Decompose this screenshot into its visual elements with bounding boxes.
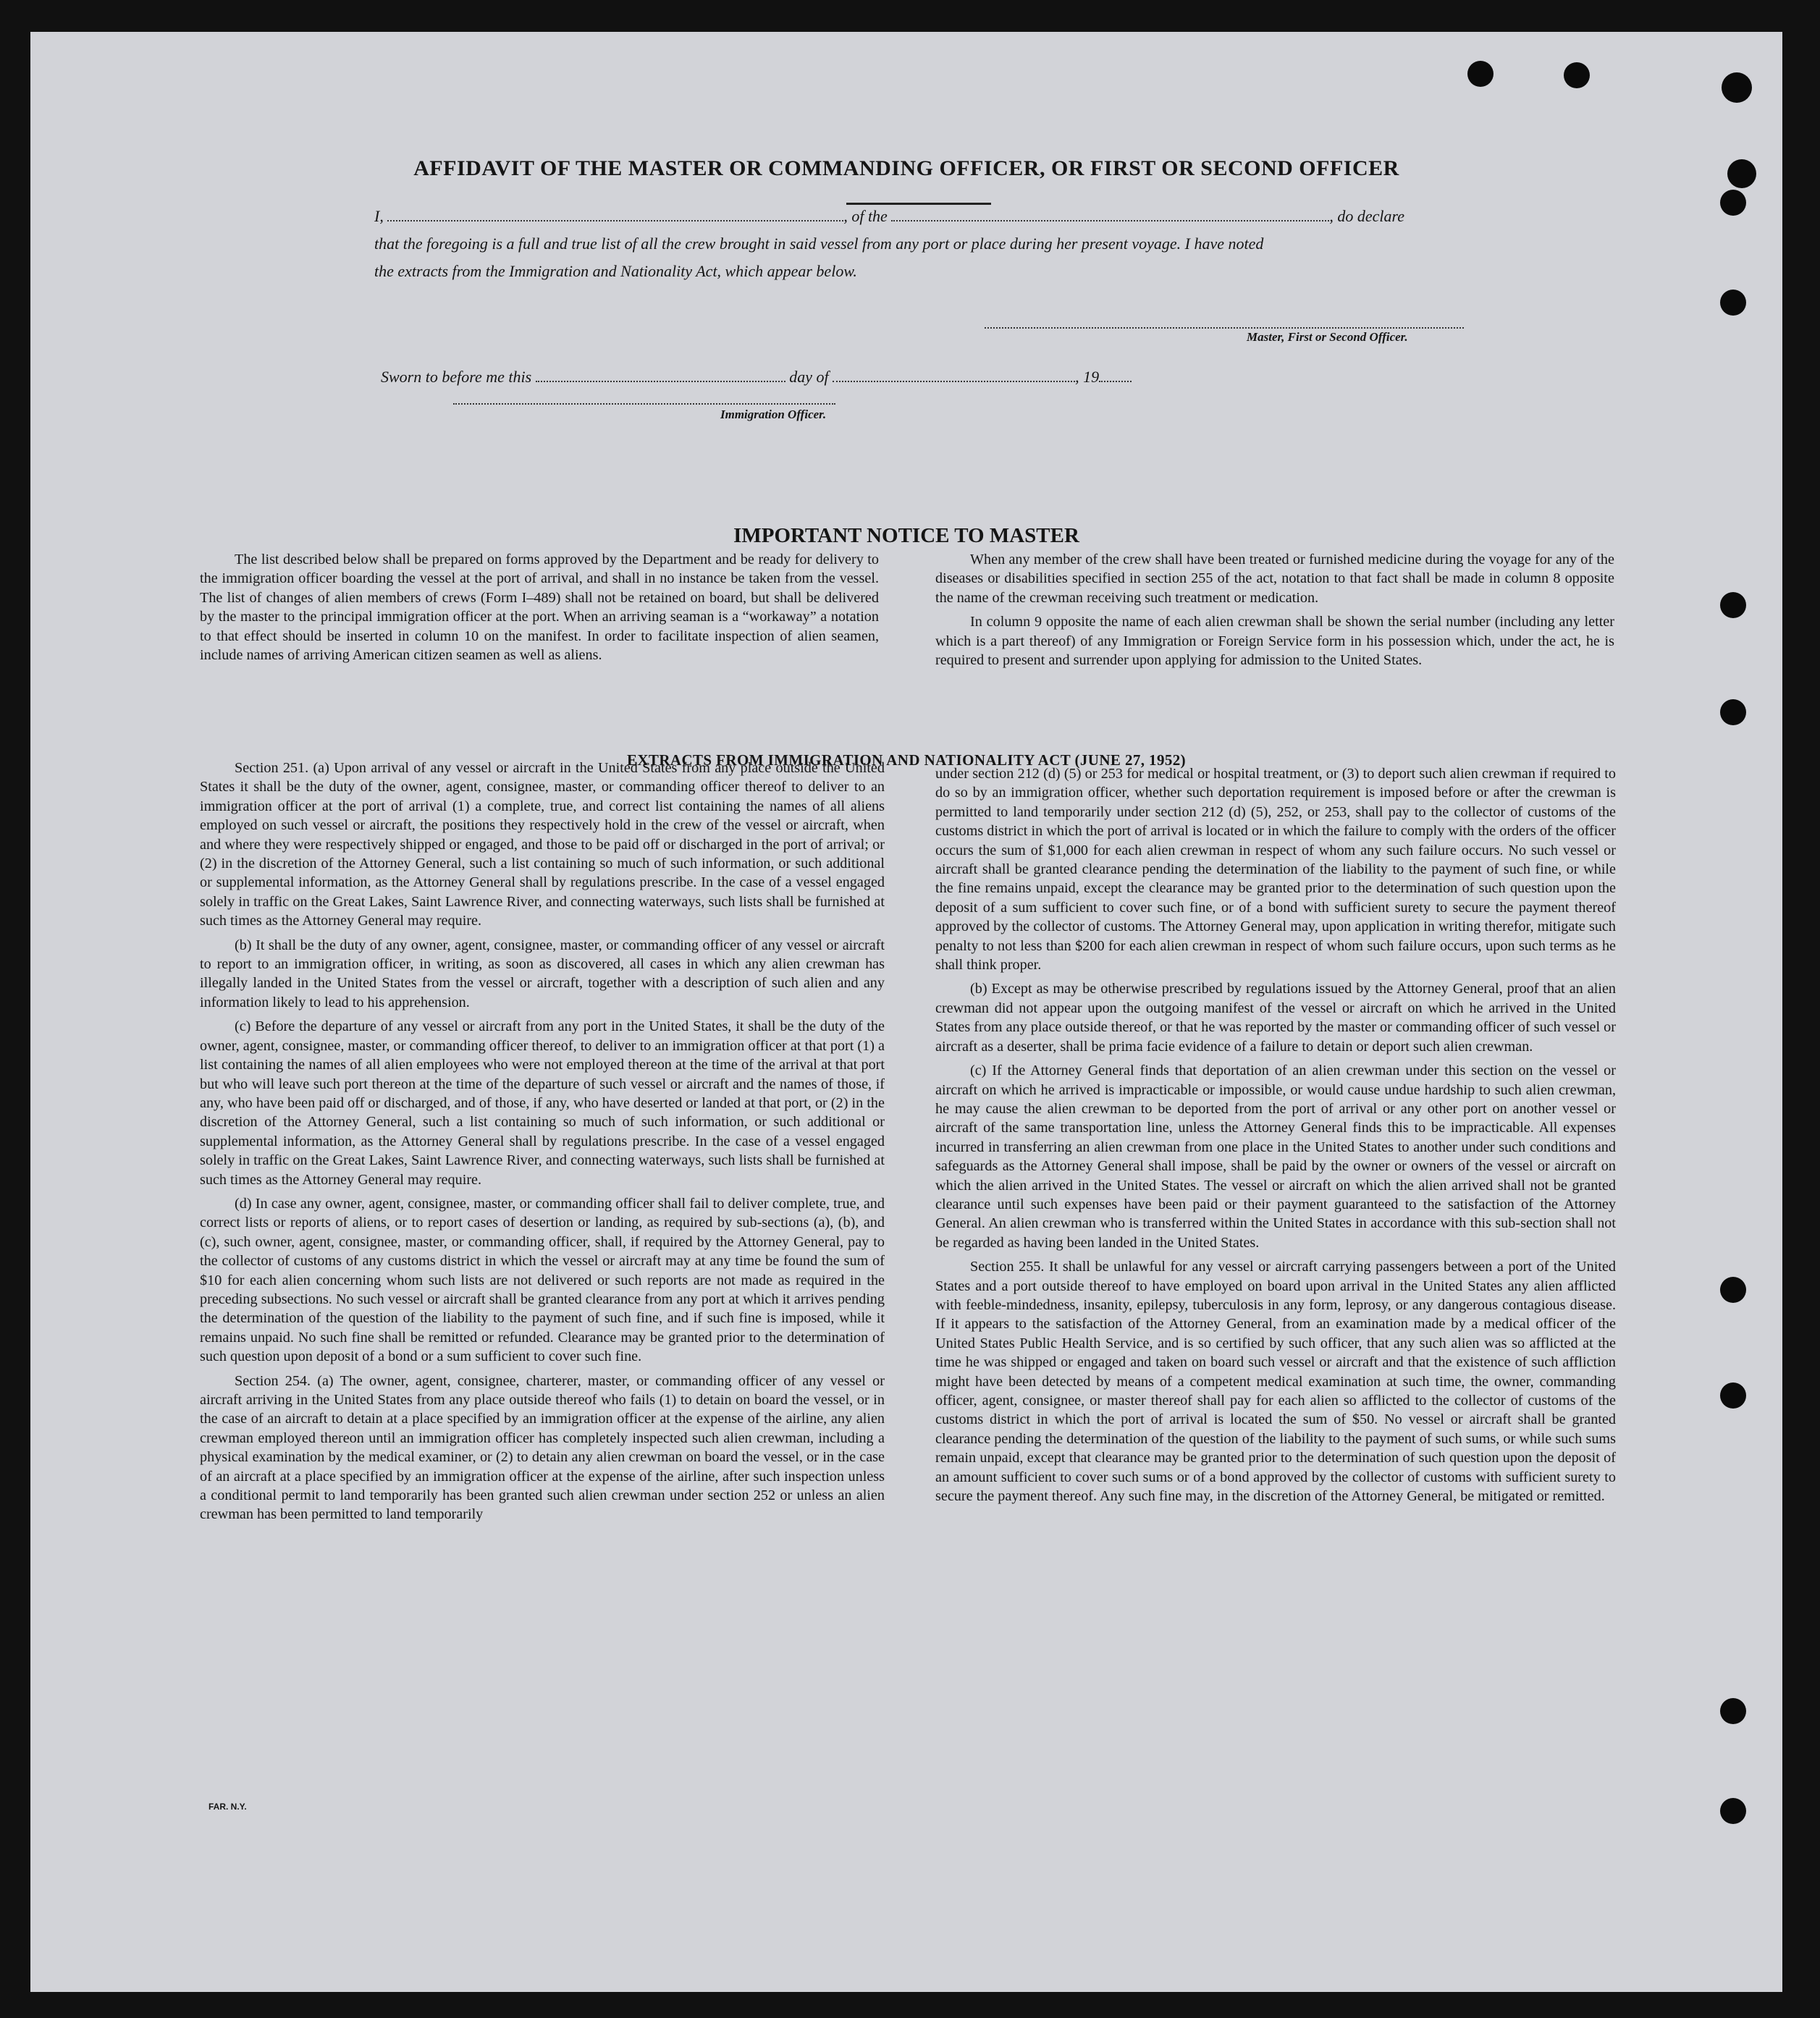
- section-254-c: (c) If the Attorney General finds that deportation of an alien crewman under this section on the vessel or aircraft on which he arrived is impracticable or impossible, or would cause undue hardship to such alien crewman, he may cause the alien crewman to be deported from the port of arrival or any other port on another vessel or aircraft of the same transportation line, unless the Attorney General finds this to be impracticable. All expenses incurred in transferring an alien crewman from one place in the United States to another under such conditions and safeguards as the Attorney General shall impose, shall be paid by the owner or owners of the vessel or aircraft on which the alien arrived in the United States. The vessel or aircraft on which the alien arrived shall not be granted clearance until such expenses have been paid or their payment guaranteed to the satisfaction of the Attorney General. An alien crewman who is transferred within the United States in accordance with this sub-section shall not be regarded as having been landed in the United States.: [935, 1063, 1616, 1251]
- notice-right-paragraph-1: When any member of the crew shall have been treated or furnished medicine during the voyage for any of the diseases or disabilities specified in section 255 of the act, notation to that fact shall be made in column 8 opposite the name of the crewman receiving such treatment or medication.: [935, 552, 1614, 606]
- binder-hole: [1720, 1698, 1746, 1724]
- notice-left-column: [200, 550, 879, 670]
- extracts-title: EXTRACTS FROM IMMIGRATION AND NATIONALITY ACT (JUNE 27, 1952): [626, 751, 1187, 769]
- declaration-line-3: the extracts from the Immigration and Nationality Act, which appear below.: [374, 262, 857, 280]
- section-251-b: (b) It shall be the duty of any owner, agent, consignee, master, or commanding officer of any vessel or aircraft to report to an immigration officer, in writing, as soon as discovered, all cases in which any alien crewman has illegally landed in the United States from the vessel or aircraft, together with a description of such alien and any information likely to lead to his apprehension.: [200, 937, 885, 1010]
- officer-caption: Immigration Officer.: [720, 408, 827, 421]
- extracts-right-column: [935, 764, 1616, 1511]
- declaration-line-1: I, , of the , do declare: [374, 207, 1404, 225]
- binder-hole: [1722, 72, 1752, 103]
- declaration-line-2: that the foregoing is a full and true list of all the crew brought in said vessel from any port or place during her present voyage. I have noted: [374, 235, 1264, 253]
- binder-hole: [1720, 1382, 1746, 1409]
- section-254-a-continued: under section 212 (d) (5) or 253 for medical or hospital treatment, or (3) to deport such alien crewman if required to do so by an immigration officer, whether such deportation requirement is imposed before or after the crewman is permitted to land temporarily under section 212 (d) (5), 252, or 253, shall pay to the collector of customs of the customs district in which the port of arrival is located or in which the failure to comply with the orders of the officer occurs the sum of $1,000 for each alien crewman in respect of whom any such failure occurs. No such vessel or aircraft shall be granted clearance pending the determination of the liability to the payment of such fine, or while the fine remains unpaid, except the clearance may be granted prior to the determination of such question upon the deposit of a sum sufficient to cover such fine, or of a bond with sufficient surety to secure the payment thereof approved by the collector of customs. The Attorney General may, upon application in writing therefor, mitigate such penalty to not less than $200 for each alien crewman in respect of whom such failure occurs, upon such terms as he shall think proper.: [935, 766, 1616, 974]
- officer-signature-line[interactable]: [453, 403, 835, 405]
- master-signature-line[interactable]: [985, 327, 1464, 329]
- section-251-c: (c) Before the departure of any vessel or aircraft from any port in the United States, it shall be the duty of the owner, agent, consignee, master, or commanding officer thereof, to deliver to an immigration officer at that port (1) a list containing the names of all alien employees who were not employed thereon at the time of the arrival at that port but who will leave such port thereon at the time of the departure of such vessel or aircraft and the names of those, if any, who have been paid off or discharged, and of those, if any, who have deserted or landed at that port, or (2) in the discretion of the Attorney General, such a list containing so much of such information, or such additional or supplemental information, as the Attorney General shall by regulations prescribe. In the case of a vessel engaged solely in traffic on the Great Lakes, Saint Lawrence River, and connecting waterways, such lists shall be furnished at such times as the Attorney General may require.: [200, 1018, 885, 1188]
- section-254-a: Section 254. (a) The owner, agent, consignee, charterer, master, or commanding officer of any vessel or aircraft arriving in the United States from any place outside thereof who fails (1) to detain on board the vessel, or in the case of an aircraft to detain at a place specified by an immigration officer at the expense of the airline, any alien crewman employed thereon until an immigration officer has completely inspected such alien crewman, including a physical examination by the medical examiner, or (2) to detain any alien crewman on board the vessel, or in the case of an aircraft at a place specified by an immigration officer at the expense of the airline, after such inspection unless a conditional permit to land temporarily has been granted such alien crewman under section 252 or unless an alien crewman has been permitted to land temporarily: [200, 1372, 885, 1523]
- sworn-year-blank[interactable]: [1099, 366, 1132, 382]
- notice-right-paragraph-2: In column 9 opposite the name of each alien crewman shall be shown the serial number (including any letter which is a part thereof) of any Immigration or Foreign Service form in his possession which, under the act, he is required to present and surrender upon applying for admission to the United States.: [935, 614, 1614, 669]
- section-251-a: Section 251. (a) Upon arrival of any vessel or aircraft in the United States from any place outside the United States it shall be the duty of the owner, agent, consignee, master, or commanding officer thereof to deliver to an immigration officer at the port of arrival (1) a complete, true, and correct list containing the names of all aliens employed on such vessel or aircraft, the positions they respectively hold in the crew of the vessel or aircraft, when and where they were respectively shipped or engaged, and those to be paid off or discharged in the port of arrival; or (2) in the discretion of the Attorney General, such a list containing so much of such information, or such additional or supplemental information, as the Attorney General shall by regulations prescribe. In the case of a vessel engaged solely in traffic on the Great Lakes, Saint Lawrence River, and connecting waterways, such lists shall be furnished at such times as the Attorney General may require.: [200, 760, 885, 929]
- binder-hole: [1467, 61, 1494, 87]
- notice-left-paragraph: The list described below shall be prepared on forms approved by the Department and be ready for delivery to the immigration officer boarding the vessel at the port of arrival, and shall in no instance be taken from the vessel. The list of changes of alien members of crews (Form I–489) shall not be retained on board, but shall be delivered by the master to the principal immigration officer at the port. When an arriving seaman is a “workaway” a notation to that effect should be inserted in column 10 on the manifest. In order to facilitate inspection of alien seamen, include names of arriving American citizen seamen as well as aliens.: [200, 552, 879, 664]
- master-caption: Master, First or Second Officer.: [1247, 330, 1408, 344]
- document-page: [30, 32, 1782, 1992]
- extracts-left-column: [200, 759, 885, 1529]
- binder-hole: [1720, 290, 1746, 316]
- notice-right-column: [935, 550, 1614, 675]
- sworn-line: Sworn to before me this day of , 19: [381, 363, 1250, 391]
- name-blank[interactable]: [387, 206, 843, 221]
- vessel-blank[interactable]: [891, 206, 1329, 221]
- binder-hole: [1720, 1798, 1746, 1824]
- declaration: [374, 203, 1504, 285]
- sworn-month-blank[interactable]: [833, 366, 1075, 382]
- affidavit-title: AFFIDAVIT OF THE MASTER OR COMMANDING OFFICER, OR FIRST OR SECOND OFFICER: [413, 156, 1399, 180]
- binder-hole: [1720, 1277, 1746, 1303]
- binder-hole: [1720, 699, 1746, 725]
- notice-title: IMPORTANT NOTICE TO MASTER: [733, 524, 1079, 547]
- section-255: Section 255. It shall be unlawful for any vessel or aircraft carrying passengers between a port of the United States and a port outside thereof to have employed on board upon arrival in the United States any alien afflicted with feeble-mindedness, insanity, epilepsy, tuberculosis in any form, leprosy, or any dangerous contagious disease. If it appears to the satisfaction of the Attorney General, from an examination made by a medical officer of the United States Public Health Service, and is so certified by such officer, that any such alien was so afflicted at the time he was shipped or engaged and taken on board such vessel or aircraft and that the existence of such affliction might have been detected by means of a competent medical examination at such time, the owner, commanding officer, agent, consignee, or master thereof shall pay for each alien so afflicted to the collector of customs of the customs district in which the port of arrival is located the sum of $50. No vessel or aircraft shall be granted clearance pending the determination of the question of the liability to the payment of such sums, or while such sums remain unpaid, except that clearance may be granted prior to the determination of such question upon the deposit of an amount sufficient to cover such sums or of a bond approved by the collector of customs with sufficient surety to secure the payment thereof. Any such fine may, in the discretion of the Attorney General, be mitigated or remitted.: [935, 1259, 1616, 1505]
- section-254-b: (b) Except as may be otherwise prescribed by regulations issued by the Attorney General, proof that an alien crewman did not appear upon the outgoing manifest of the vessel or aircraft on which he arrived in the United States from any place outside thereof, or that he was reported by the master or commanding officer of such vessel or aircraft as a deserter, shall be prima facie evidence of a failure to detain or deport such alien crewman.: [935, 981, 1616, 1055]
- binder-hole: [1720, 190, 1746, 216]
- binder-hole: [1564, 62, 1590, 88]
- binder-hole: [1720, 592, 1746, 618]
- sworn-date-blank[interactable]: [536, 366, 785, 382]
- printer-mark: FAR. N.Y.: [208, 1802, 247, 1812]
- section-251-d: (d) In case any owner, agent, consignee, master, or commanding officer shall fail to deliver complete, true, and correct lists or reports of aliens, or to report cases of desertion or landing, as required by sub-sections (a), (b), and (c), such owner, agent, consignee, master, or commanding officer, shall, if required by the Attorney General, pay to the collector of customs of any customs district in which the vessel or aircraft may at any time be found the sum of $10 for each alien concerning whom such lists are not delivered or such reports are not made as required in the preceding subsections. No such vessel or aircraft shall be granted clearance from any port at which it arrives pending the determination of the question of the liability to the payment of such fine, and if such fine is imposed, while it remains unpaid. No such fine shall be remitted or refunded. Clearance may be granted prior to the determination of such question upon deposit of a bond or a sum sufficient to cover such fine.: [200, 1195, 885, 1365]
